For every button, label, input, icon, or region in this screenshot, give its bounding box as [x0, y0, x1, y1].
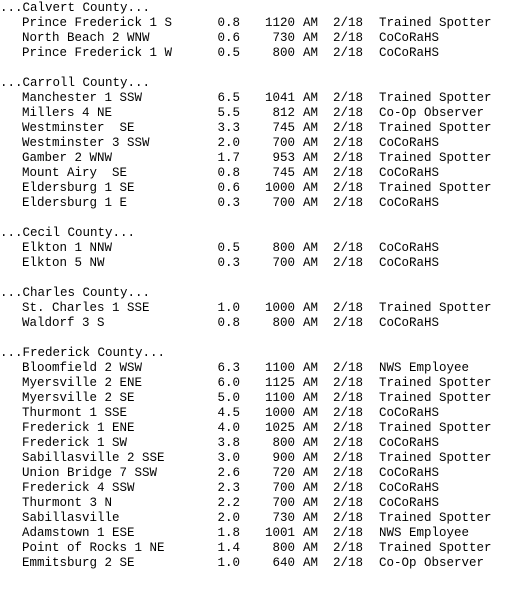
source-cell: NWS Employee [379, 526, 470, 540]
amount-cell: 0.3 [217, 256, 240, 270]
amount-cell: 0.3 [217, 196, 240, 210]
amount-cell: 4.0 [217, 421, 240, 435]
time-cell: 953 [272, 151, 295, 165]
source-cell: Trained Spotter [379, 376, 492, 390]
source-cell: Trained Spotter [379, 451, 492, 465]
ampm-cell: AM [303, 541, 319, 555]
location-cell: Manchester 1 SSW [22, 91, 143, 105]
location-cell: Westminster SE [22, 121, 135, 135]
report-row [0, 436, 492, 451]
amount-cell: 6.5 [217, 91, 240, 105]
ampm-cell: AM [303, 196, 319, 210]
report-row [0, 361, 492, 376]
report-row [0, 91, 492, 106]
location-cell: North Beach 2 WNW [22, 31, 150, 45]
source-cell: CoCoRaHS [379, 31, 440, 45]
location-cell: Myersville 2 SE [22, 391, 135, 405]
amount-cell: 2.0 [217, 511, 240, 525]
report-row [0, 181, 492, 196]
time-cell: 700 [272, 136, 295, 150]
date-cell: 2/18 [333, 316, 364, 330]
date-cell: 2/18 [333, 391, 364, 405]
time-cell: 1000 [264, 406, 295, 420]
county-header: ...Calvert County... [0, 1, 151, 15]
ampm-cell: AM [303, 121, 319, 135]
date-cell: 2/18 [333, 466, 364, 480]
source-cell: Trained Spotter [379, 121, 492, 135]
ampm-cell: AM [303, 481, 319, 495]
report-row [0, 196, 492, 211]
ampm-cell: AM [303, 556, 319, 570]
report-row [0, 376, 492, 391]
ampm-cell: AM [303, 301, 319, 315]
ampm-cell: AM [303, 31, 319, 45]
amount-cell: 3.8 [217, 436, 240, 450]
amount-cell: 1.7 [217, 151, 240, 165]
amount-cell: 3.0 [217, 451, 240, 465]
source-cell: Trained Spotter [379, 301, 492, 315]
date-cell: 2/18 [333, 451, 364, 465]
time-cell: 700 [272, 481, 295, 495]
report-row [0, 556, 492, 571]
report-row [0, 31, 492, 46]
source-cell: Trained Spotter [379, 421, 492, 435]
time-cell: 1100 [264, 391, 295, 405]
amount-cell: 0.8 [217, 316, 240, 330]
source-cell: Trained Spotter [379, 391, 492, 405]
date-cell: 2/18 [333, 526, 364, 540]
county-header: ...Carroll County... [0, 76, 151, 90]
location-cell: Mount Airy SE [22, 166, 128, 180]
amount-cell: 4.5 [217, 406, 240, 420]
time-cell: 800 [272, 316, 295, 330]
report-row [0, 421, 492, 436]
date-cell: 2/18 [333, 16, 364, 30]
ampm-cell: AM [303, 241, 319, 255]
location-cell: Thurmont 3 N [22, 496, 113, 510]
location-cell: Elkton 5 NW [22, 256, 105, 270]
source-cell: CoCoRaHS [379, 196, 440, 210]
location-cell: Myersville 2 ENE [22, 376, 143, 390]
ampm-cell: AM [303, 46, 319, 60]
date-cell: 2/18 [333, 496, 364, 510]
ampm-cell: AM [303, 91, 319, 105]
location-cell: Sabillasville 2 SSE [22, 451, 165, 465]
report-row [0, 511, 492, 526]
amount-cell: 0.5 [217, 46, 240, 60]
source-cell: NWS Employee [379, 361, 470, 375]
report-row [0, 151, 492, 166]
ampm-cell: AM [303, 256, 319, 270]
ampm-cell: AM [303, 526, 319, 540]
location-cell: Waldorf 3 S [22, 316, 105, 330]
location-cell: Sabillasville [22, 511, 120, 525]
amount-cell: 2.3 [217, 481, 240, 495]
ampm-cell: AM [303, 376, 319, 390]
location-cell: Thurmont 1 SSE [22, 406, 128, 420]
time-cell: 1041 [264, 91, 295, 105]
amount-cell: 1.0 [217, 301, 240, 315]
source-cell: CoCoRaHS [379, 136, 440, 150]
location-cell: Eldersburg 1 E [22, 196, 128, 210]
county-header: ...Frederick County... [0, 346, 166, 360]
source-cell: CoCoRaHS [379, 316, 440, 330]
date-cell: 2/18 [333, 151, 364, 165]
time-cell: 730 [272, 511, 295, 525]
location-cell: Elkton 1 NNW [22, 241, 113, 255]
date-cell: 2/18 [333, 136, 364, 150]
source-cell: Trained Spotter [379, 16, 492, 30]
time-cell: 700 [272, 496, 295, 510]
report-row [0, 121, 492, 136]
amount-cell: 3.3 [217, 121, 240, 135]
report-row [0, 166, 492, 181]
location-cell: Gamber 2 WNW [22, 151, 113, 165]
source-cell: CoCoRaHS [379, 256, 440, 270]
section-gap [0, 271, 492, 286]
source-cell: CoCoRaHS [379, 46, 440, 60]
date-cell: 2/18 [333, 361, 364, 375]
source-cell: Co-Op Observer [379, 106, 485, 120]
amount-cell: 0.6 [217, 181, 240, 195]
time-cell: 812 [272, 106, 295, 120]
source-cell: Trained Spotter [379, 181, 492, 195]
time-cell: 1001 [264, 526, 295, 540]
amount-cell: 2.0 [217, 136, 240, 150]
ampm-cell: AM [303, 466, 319, 480]
time-cell: 700 [272, 196, 295, 210]
amount-cell: 0.8 [217, 166, 240, 180]
time-cell: 1025 [264, 421, 295, 435]
source-cell: CoCoRaHS [379, 241, 440, 255]
report-row [0, 301, 492, 316]
ampm-cell: AM [303, 511, 319, 525]
ampm-cell: AM [303, 151, 319, 165]
amount-cell: 1.8 [217, 526, 240, 540]
source-cell: Trained Spotter [379, 91, 492, 105]
location-cell: Frederick 1 ENE [22, 421, 135, 435]
report-row [0, 46, 492, 61]
report-row [0, 406, 492, 421]
ampm-cell: AM [303, 391, 319, 405]
date-cell: 2/18 [333, 481, 364, 495]
location-cell: Point of Rocks 1 NE [22, 541, 165, 555]
county-header: ...Charles County... [0, 286, 151, 300]
date-cell: 2/18 [333, 556, 364, 570]
source-cell: Trained Spotter [379, 151, 492, 165]
location-cell: Millers 4 NE [22, 106, 113, 120]
report-row [0, 526, 492, 541]
amount-cell: 0.8 [217, 16, 240, 30]
location-cell: Bloomfield 2 WSW [22, 361, 143, 375]
ampm-cell: AM [303, 496, 319, 510]
location-cell: Emmitsburg 2 SE [22, 556, 135, 570]
report-row [0, 256, 492, 271]
date-cell: 2/18 [333, 106, 364, 120]
location-cell: Frederick 4 SSW [22, 481, 135, 495]
source-cell: Co-Op Observer [379, 556, 485, 570]
time-cell: 800 [272, 46, 295, 60]
date-cell: 2/18 [333, 541, 364, 555]
location-cell: Prince Frederick 1 S [22, 16, 173, 30]
amount-cell: 0.5 [217, 241, 240, 255]
report-row [0, 541, 492, 556]
date-cell: 2/18 [333, 376, 364, 390]
ampm-cell: AM [303, 436, 319, 450]
source-cell: Trained Spotter [379, 541, 492, 555]
date-cell: 2/18 [333, 196, 364, 210]
ampm-cell: AM [303, 181, 319, 195]
report-row [0, 241, 492, 256]
amount-cell: 6.3 [217, 361, 240, 375]
source-cell: CoCoRaHS [379, 466, 440, 480]
location-cell: St. Charles 1 SSE [22, 301, 150, 315]
time-cell: 1125 [264, 376, 295, 390]
report-row [0, 136, 492, 151]
report-row [0, 481, 492, 496]
amount-cell: 5.0 [217, 391, 240, 405]
amount-cell: 5.5 [217, 106, 240, 120]
ampm-cell: AM [303, 421, 319, 435]
location-cell: Frederick 1 SW [22, 436, 128, 450]
source-cell: CoCoRaHS [379, 481, 440, 495]
date-cell: 2/18 [333, 511, 364, 525]
section-gap [0, 211, 492, 226]
source-cell: Trained Spotter [379, 511, 492, 525]
ampm-cell: AM [303, 361, 319, 375]
report-row [0, 106, 492, 121]
date-cell: 2/18 [333, 91, 364, 105]
location-cell: Prince Frederick 1 W [22, 46, 173, 60]
date-cell: 2/18 [333, 436, 364, 450]
source-cell: CoCoRaHS [379, 406, 440, 420]
location-cell: Eldersburg 1 SE [22, 181, 135, 195]
report-row [0, 391, 492, 406]
time-cell: 745 [272, 121, 295, 135]
ampm-cell: AM [303, 166, 319, 180]
report-row [0, 466, 492, 481]
report-row [0, 316, 492, 331]
time-cell: 900 [272, 451, 295, 465]
time-cell: 1000 [264, 301, 295, 315]
source-cell: CoCoRaHS [379, 496, 440, 510]
amount-cell: 1.4 [217, 541, 240, 555]
date-cell: 2/18 [333, 241, 364, 255]
time-cell: 800 [272, 541, 295, 555]
date-cell: 2/18 [333, 181, 364, 195]
time-cell: 640 [272, 556, 295, 570]
date-cell: 2/18 [333, 166, 364, 180]
date-cell: 2/18 [333, 301, 364, 315]
source-cell: CoCoRaHS [379, 436, 440, 450]
time-cell: 1100 [264, 361, 295, 375]
amount-cell: 2.6 [217, 466, 240, 480]
report-row [0, 451, 492, 466]
snowfall-report [0, 1, 492, 571]
section-gap [0, 331, 492, 346]
source-cell: CoCoRaHS [379, 166, 440, 180]
ampm-cell: AM [303, 16, 319, 30]
time-cell: 1120 [264, 16, 295, 30]
date-cell: 2/18 [333, 121, 364, 135]
amount-cell: 6.0 [217, 376, 240, 390]
amount-cell: 2.2 [217, 496, 240, 510]
ampm-cell: AM [303, 406, 319, 420]
report-row [0, 496, 492, 511]
location-cell: Union Bridge 7 SSW [22, 466, 158, 480]
date-cell: 2/18 [333, 406, 364, 420]
ampm-cell: AM [303, 136, 319, 150]
time-cell: 800 [272, 436, 295, 450]
date-cell: 2/18 [333, 256, 364, 270]
time-cell: 1000 [264, 181, 295, 195]
time-cell: 745 [272, 166, 295, 180]
time-cell: 730 [272, 31, 295, 45]
amount-cell: 0.6 [217, 31, 240, 45]
time-cell: 720 [272, 466, 295, 480]
ampm-cell: AM [303, 106, 319, 120]
date-cell: 2/18 [333, 421, 364, 435]
ampm-cell: AM [303, 316, 319, 330]
section-gap [0, 61, 492, 76]
ampm-cell: AM [303, 451, 319, 465]
amount-cell: 1.0 [217, 556, 240, 570]
report-row [0, 16, 492, 31]
location-cell: Westminster 3 SSW [22, 136, 150, 150]
date-cell: 2/18 [333, 46, 364, 60]
location-cell: Adamstown 1 ESE [22, 526, 135, 540]
date-cell: 2/18 [333, 31, 364, 45]
time-cell: 700 [272, 256, 295, 270]
county-header: ...Cecil County... [0, 226, 136, 240]
time-cell: 800 [272, 241, 295, 255]
